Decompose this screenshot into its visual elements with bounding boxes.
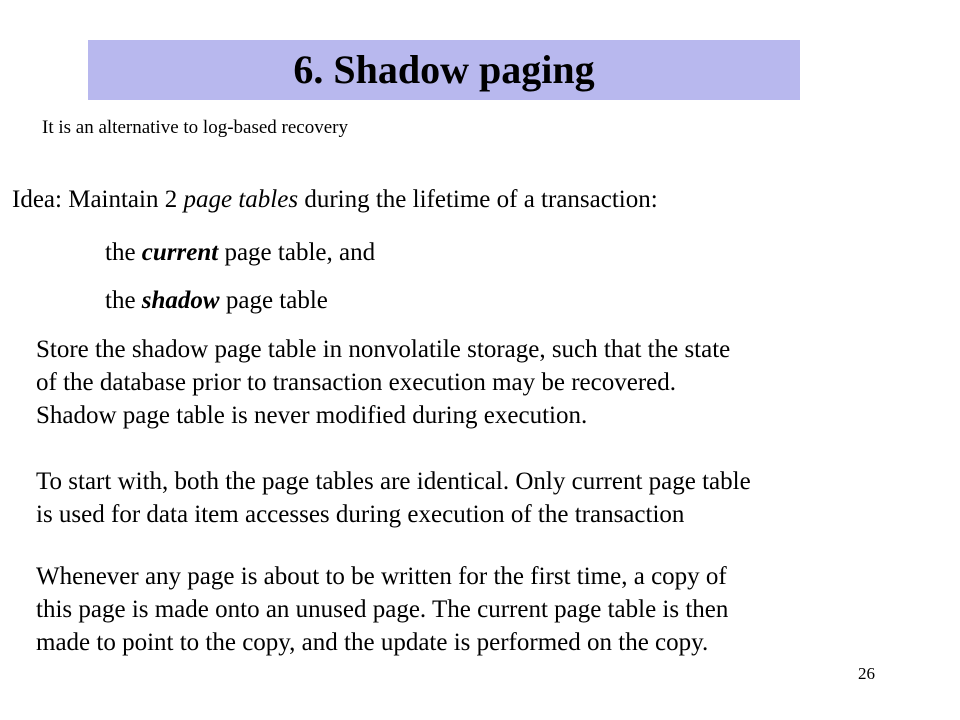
page-number: 26 (858, 664, 875, 683)
paragraph-copy-on-write (36, 560, 956, 659)
sub-item-emphasis: shadow (141, 287, 220, 314)
sub-item-post: page table (219, 287, 328, 314)
paragraph-line: is used for data item accesses during execution of the transaction (36, 501, 685, 528)
paragraph-line: Whenever any page is about to be written for the first time, a copy of (36, 563, 727, 590)
sub-item-pre: the (105, 239, 142, 266)
sub-item-shadow (105, 286, 328, 316)
paragraph-line: this page is made onto an unused page. The current page table is then (36, 596, 729, 623)
sub-item-pre: the (105, 287, 142, 314)
title-banner (88, 40, 800, 100)
paragraph-line: Shadow page table is never modified during execution. (36, 402, 588, 429)
idea-line (12, 185, 658, 215)
idea-text-pre: Idea: Maintain 2 (12, 186, 184, 213)
idea-text-emphasis: page tables (183, 186, 299, 213)
paragraph-line: To start with, both the page tables are identical. Only current page table (36, 468, 751, 495)
paragraph-shadow-storage (36, 333, 956, 432)
sub-item-emphasis: current (141, 239, 219, 266)
slide-subtitle: It is an alternative to log-based recovery (42, 117, 348, 138)
paragraph-line: made to point to the copy, and the update is performed on the copy. (36, 629, 709, 656)
sub-item-post: page table, and (218, 239, 376, 266)
slide-title: 6. Shadow paging (293, 47, 595, 92)
paragraph-line: of the database prior to transaction execution may be recovered. (36, 369, 677, 396)
sub-item-current (105, 238, 375, 268)
idea-text-post: during the lifetime of a transaction: (298, 186, 658, 213)
paragraph-identical-tables (36, 465, 956, 531)
paragraph-line: Store the shadow page table in nonvolatile storage, such that the state (36, 336, 731, 363)
